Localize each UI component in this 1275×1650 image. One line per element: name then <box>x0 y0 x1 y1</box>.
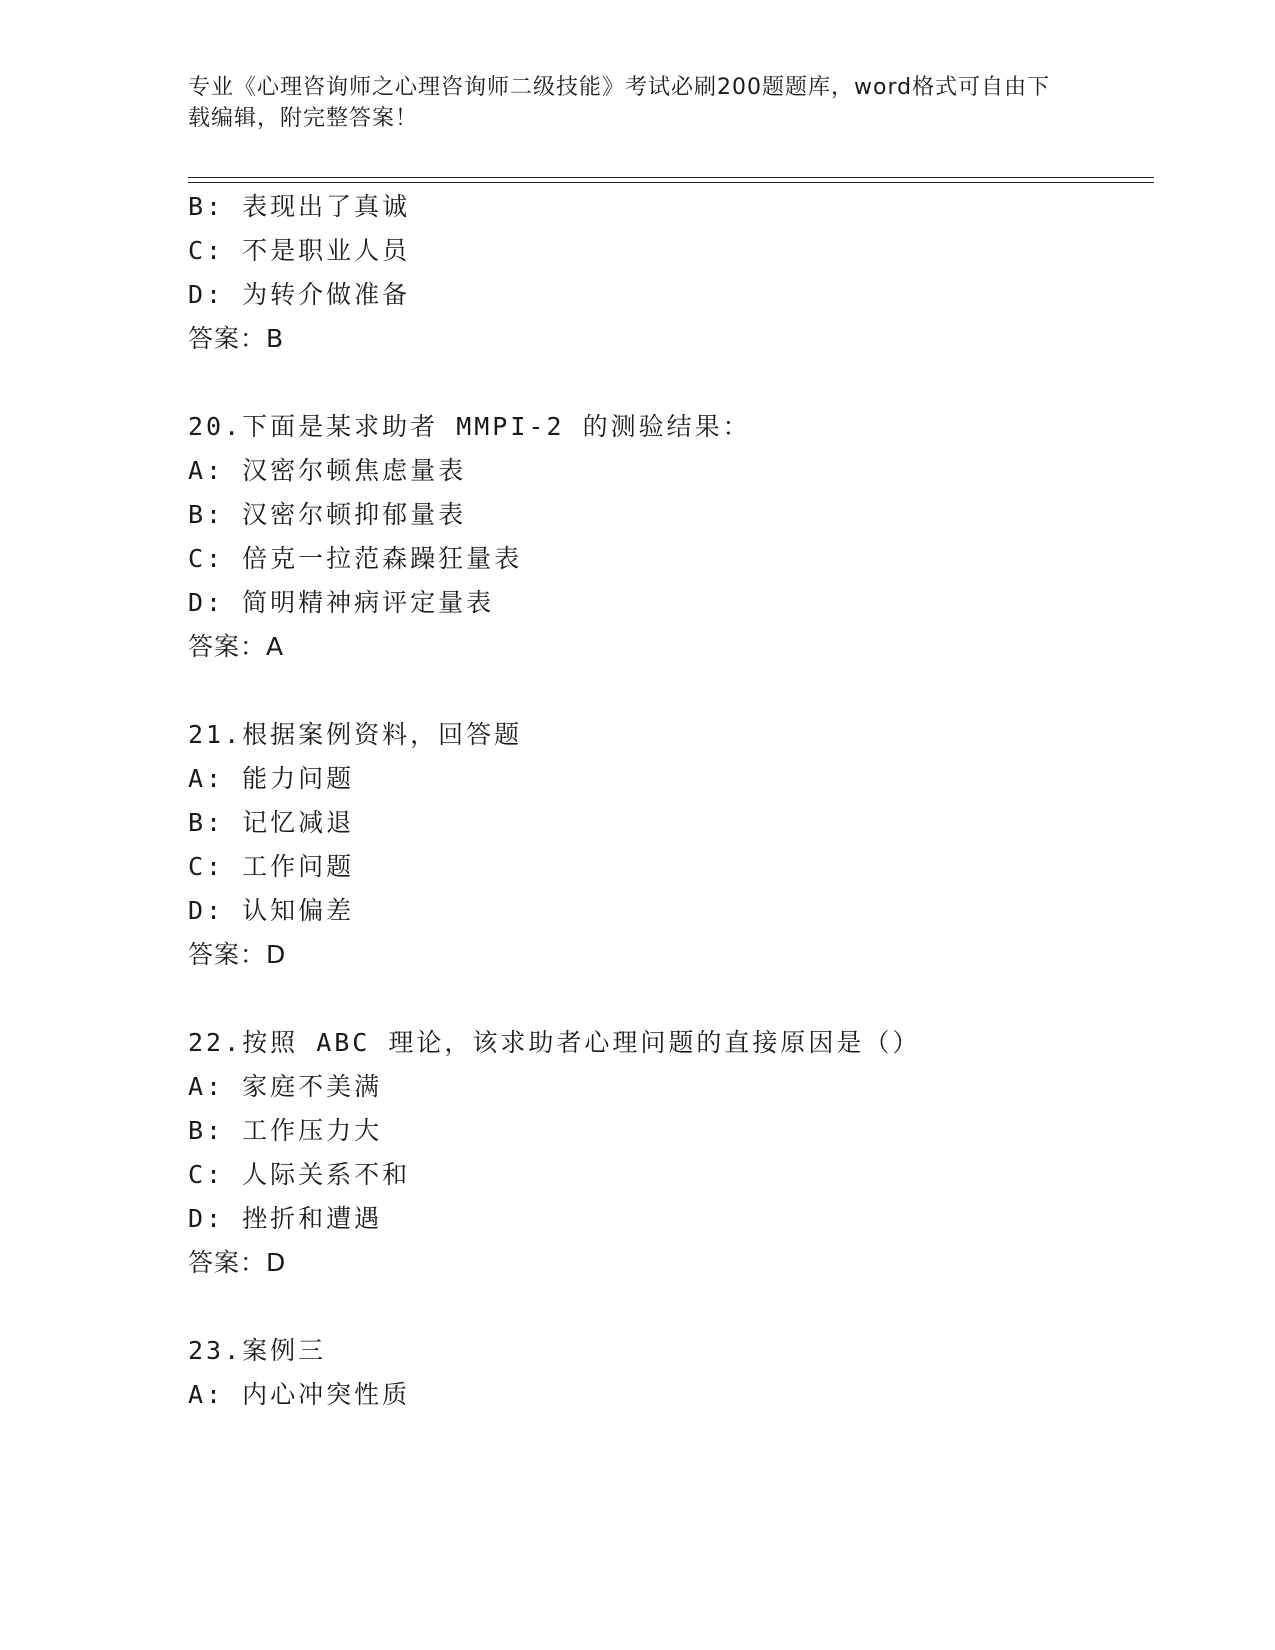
answer: 答案：D <box>188 940 287 969</box>
answer: 答案：D <box>188 1248 287 1277</box>
document-header: 专业《心理咨询师之心理咨询师二级技能》考试必刷200题题库，word格式可自由下载编辑，附完整答案！ <box>188 75 1051 131</box>
option-b: B: 记忆减退 <box>188 808 355 837</box>
header-divider <box>188 177 1154 183</box>
question-20: 20.下面是某求助者 MMPI-2 的测验结果： <box>188 412 751 441</box>
option-c: C: 倍克一拉范森躁狂量表 <box>188 544 523 573</box>
option-a: A: 家庭不美满 <box>188 1072 383 1101</box>
option-b: B: 工作压力大 <box>188 1116 383 1145</box>
answer: 答案：B <box>188 324 285 353</box>
option-a: A: 内心冲突性质 <box>188 1380 411 1409</box>
option-c: C: 工作问题 <box>188 852 355 881</box>
option-b: B: 汉密尔顿抑郁量表 <box>188 500 467 529</box>
option-a: A: 能力问题 <box>188 764 355 793</box>
option-d: D: 挫折和遭遇 <box>188 1204 383 1233</box>
option-d: D: 为转介做准备 <box>188 280 411 309</box>
option-c: C: 人际关系不和 <box>188 1160 411 1189</box>
question-23: 23.案例三 <box>188 1336 327 1365</box>
option-d: D: 简明精神病评定量表 <box>188 588 495 617</box>
question-21: 21.根据案例资料，回答题 <box>188 720 523 749</box>
question-22: 22.按照 ABC 理论，该求助者心理问题的直接原因是（） <box>188 1028 921 1057</box>
answer: 答案：A <box>188 632 285 661</box>
option-a: A: 汉密尔顿焦虑量表 <box>188 456 467 485</box>
option-d: D: 认知偏差 <box>188 896 355 925</box>
option-c: C: 不是职业人员 <box>188 236 411 265</box>
option-b: B: 表现出了真诚 <box>188 192 411 221</box>
